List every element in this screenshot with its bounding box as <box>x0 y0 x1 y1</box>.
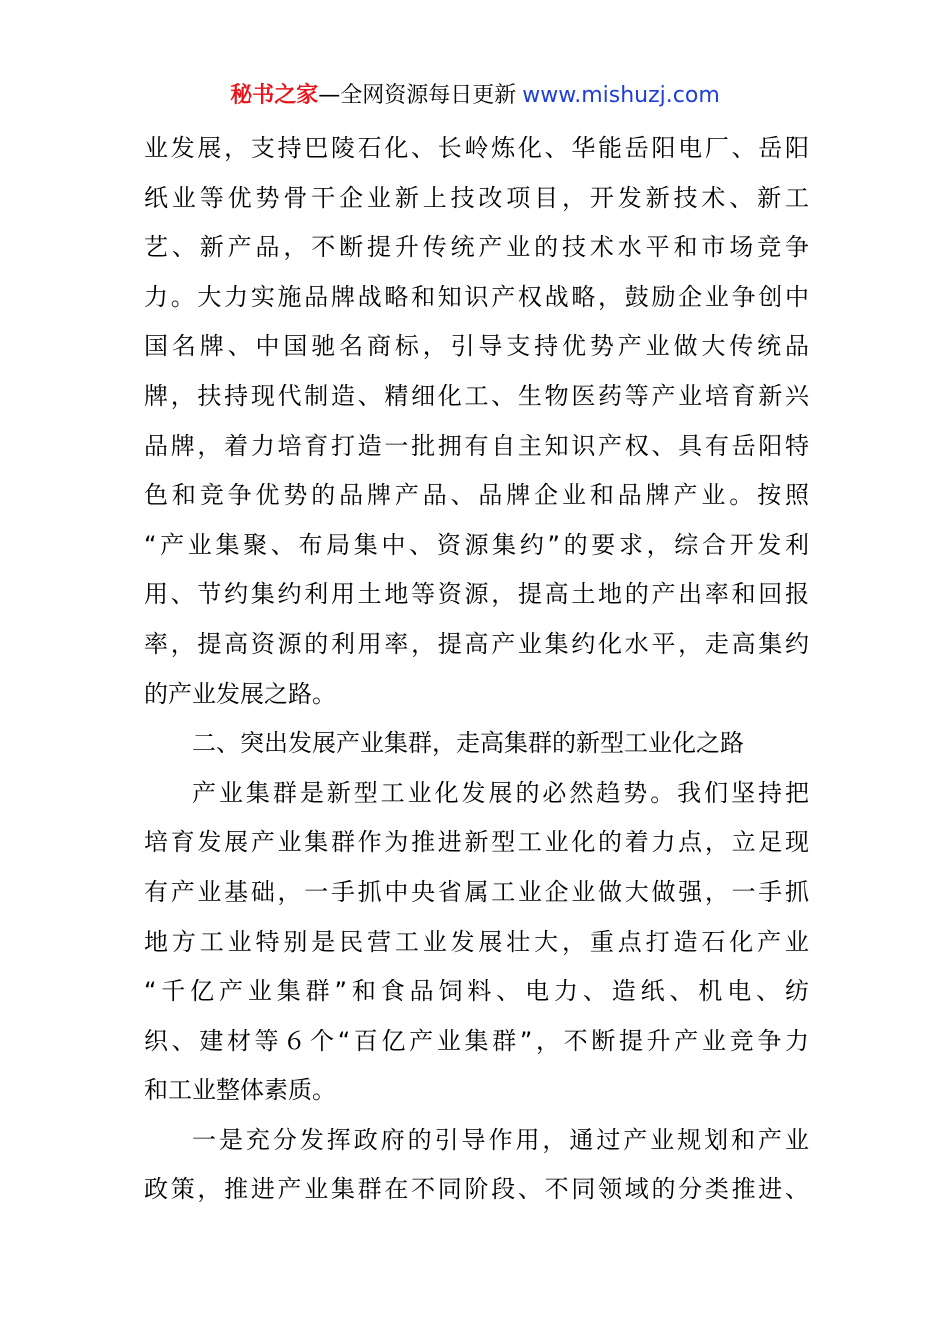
text-line: 力。大力实施品牌战略和知识产权战略，鼓励企业争创中 <box>144 282 809 311</box>
text-line: 牌，扶持现代制造、精细化工、生物医药等产业培育新兴 <box>144 381 809 410</box>
text-line: 和工业整体素质。 <box>144 1076 336 1105</box>
text-line: 一是充分发挥政府的引导作用，通过产业规划和产业 <box>192 1125 809 1154</box>
text-line: 培育发展产业集群作为推进新型工业化的着力点，立足现 <box>144 828 809 857</box>
text-line: 产业集群是新型工业化发展的必然趋势。我们坚持把 <box>192 778 809 807</box>
text-line: 纸业等优势骨干企业新上技改项目，开发新技术、新工 <box>144 183 809 212</box>
site-header <box>0 80 950 112</box>
text-line: 的产业发展之路。 <box>144 679 336 708</box>
text-line: “产业集聚、布局集中、资源集约”的要求，综合开发利 <box>144 530 809 559</box>
text-line: 用、节约集约利用土地等资源，提高土地的产出率和回报 <box>144 580 809 609</box>
text-line: 有产业基础，一手抓中央省属工业企业做大做强，一手抓 <box>144 877 809 906</box>
text-line: 色和竞争优势的品牌产品、品牌企业和品牌产业。按照 <box>144 481 809 510</box>
brand-name: 秘书之家 <box>230 83 319 108</box>
section-heading: 二、突出发展产业集群，走高集群的新型工业化之路 <box>192 729 744 758</box>
text-line: 艺、新产品，不断提升传统产业的技术水平和市场竞争 <box>144 233 809 262</box>
text-line: 业发展，支持巴陵石化、长岭炼化、华能岳阳电厂、岳阳 <box>144 134 809 162</box>
text-line: 政策，推进产业集群在不同阶段、不同领域的分类推进、 <box>144 1175 809 1204</box>
text-line: 率，提高资源的利用率，提高产业集约化水平，走高集约 <box>144 629 809 658</box>
document-body <box>144 124 809 1215</box>
header-tagline: 全网资源每日更新 <box>340 83 517 108</box>
text-line: 织、建材等６个“百亿产业集群”，不断提升产业竞争力 <box>144 1026 809 1055</box>
text-line: 国名牌、中国驰名商标，引导支持优势产业做大传统品 <box>144 332 809 361</box>
header-dash: — <box>318 83 341 108</box>
site-url-link[interactable]: www.mishuzj.com <box>522 83 720 108</box>
text-line: “千亿产业集群”和食品饲料、电力、造纸、机电、纺 <box>144 977 809 1006</box>
text-line: 品牌，着力培育打造一批拥有自主知识产权、具有岳阳特 <box>144 431 809 460</box>
text-line: 地方工业特别是民营工业发展壮大，重点打造石化产业 <box>144 927 809 956</box>
